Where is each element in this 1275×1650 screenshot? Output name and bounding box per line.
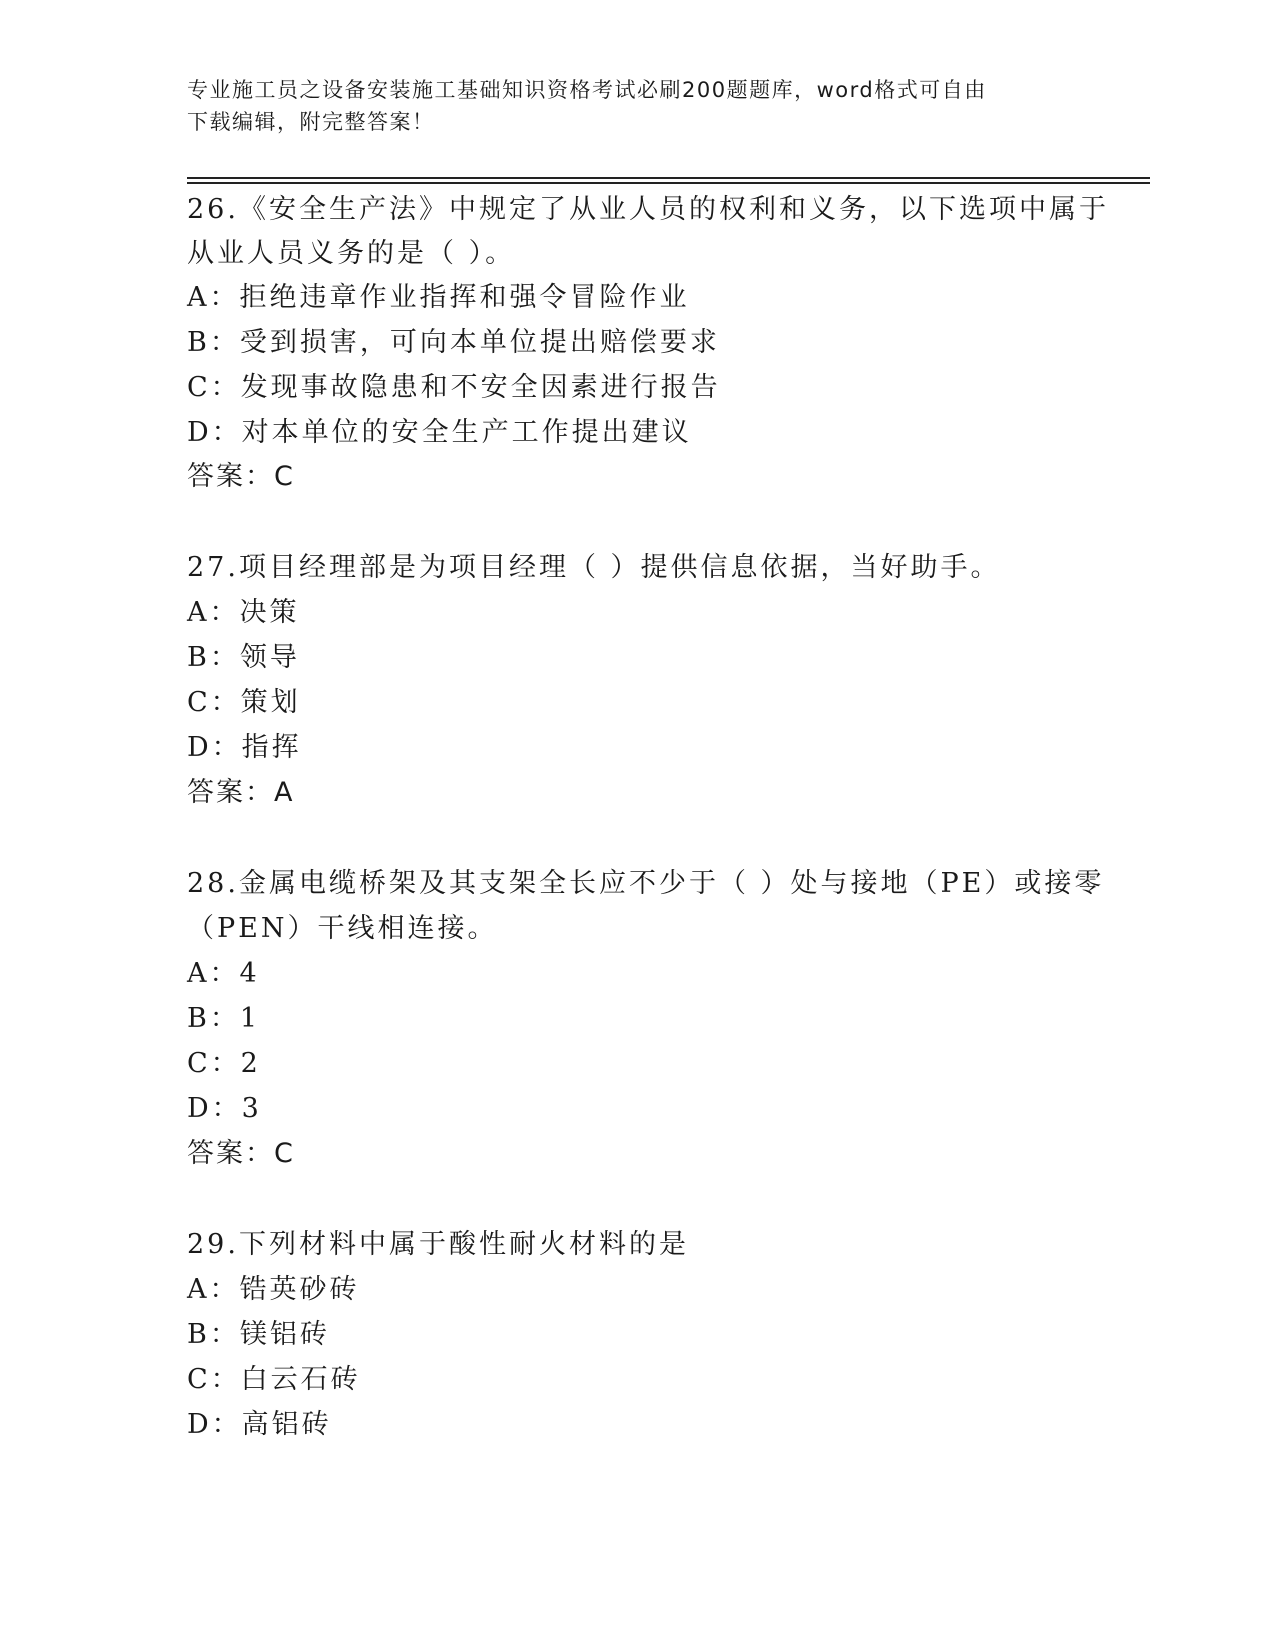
header-divider-bottom bbox=[187, 182, 1150, 184]
question-26-option-b: B：受到损害，可向本单位提出赔偿要求 bbox=[187, 327, 720, 358]
question-26-stem-line-1: 26.《安全生产法》中规定了从业人员的权利和义务，以下选项中属于 bbox=[187, 194, 1109, 225]
question-26-answer: 答案：C bbox=[187, 461, 295, 492]
question-29-option-c: C：白云石砖 bbox=[187, 1364, 361, 1395]
header-line-2: 下载编辑，附完整答案！ bbox=[187, 110, 435, 134]
question-28-stem-line-1: 28.金属电缆桥架及其支架全长应不少于（ ）处与接地（PE）或接零 bbox=[187, 868, 1105, 899]
document-header bbox=[187, 74, 1067, 138]
question-28-answer: 答案：C bbox=[187, 1138, 295, 1169]
question-27-option-a: A：决策 bbox=[187, 597, 300, 628]
header-divider-top bbox=[187, 177, 1150, 179]
question-29-option-b: B：镁铝砖 bbox=[187, 1319, 330, 1350]
header-line-1: 专业施工员之设备安装施工基础知识资格考试必刷200题题库，word格式可自由 bbox=[187, 78, 987, 102]
question-28-option-c: C：2 bbox=[187, 1048, 261, 1079]
question-27-option-b: B：领导 bbox=[187, 642, 300, 673]
question-27-option-c: C：策划 bbox=[187, 687, 301, 718]
question-27-stem-line-1: 27.项目经理部是为项目经理（ ）提供信息依据，当好助手。 bbox=[187, 552, 1001, 583]
question-27-option-d: D：指挥 bbox=[187, 732, 302, 763]
question-26-option-d: D：对本单位的安全生产工作提出建议 bbox=[187, 417, 692, 448]
question-28-option-b: B：1 bbox=[187, 1003, 261, 1034]
question-29-option-d: D：高铝砖 bbox=[187, 1409, 332, 1440]
question-28-option-d: D：3 bbox=[187, 1093, 262, 1124]
question-27-answer: 答案：A bbox=[187, 777, 295, 808]
question-26-stem-line-2: 从业人员义务的是（ ）。 bbox=[187, 238, 516, 269]
question-26-option-a: A：拒绝违章作业指挥和强令冒险作业 bbox=[187, 282, 690, 313]
question-29-option-a: A：锆英砂砖 bbox=[187, 1274, 360, 1305]
question-28-stem-line-2: （PEN）干线相连接。 bbox=[187, 913, 498, 944]
question-26-option-c: C：发现事故隐患和不安全因素进行报告 bbox=[187, 372, 721, 403]
question-29-stem-line-1: 29.下列材料中属于酸性耐火材料的是 bbox=[187, 1229, 689, 1260]
question-28-option-a: A：4 bbox=[187, 958, 260, 989]
